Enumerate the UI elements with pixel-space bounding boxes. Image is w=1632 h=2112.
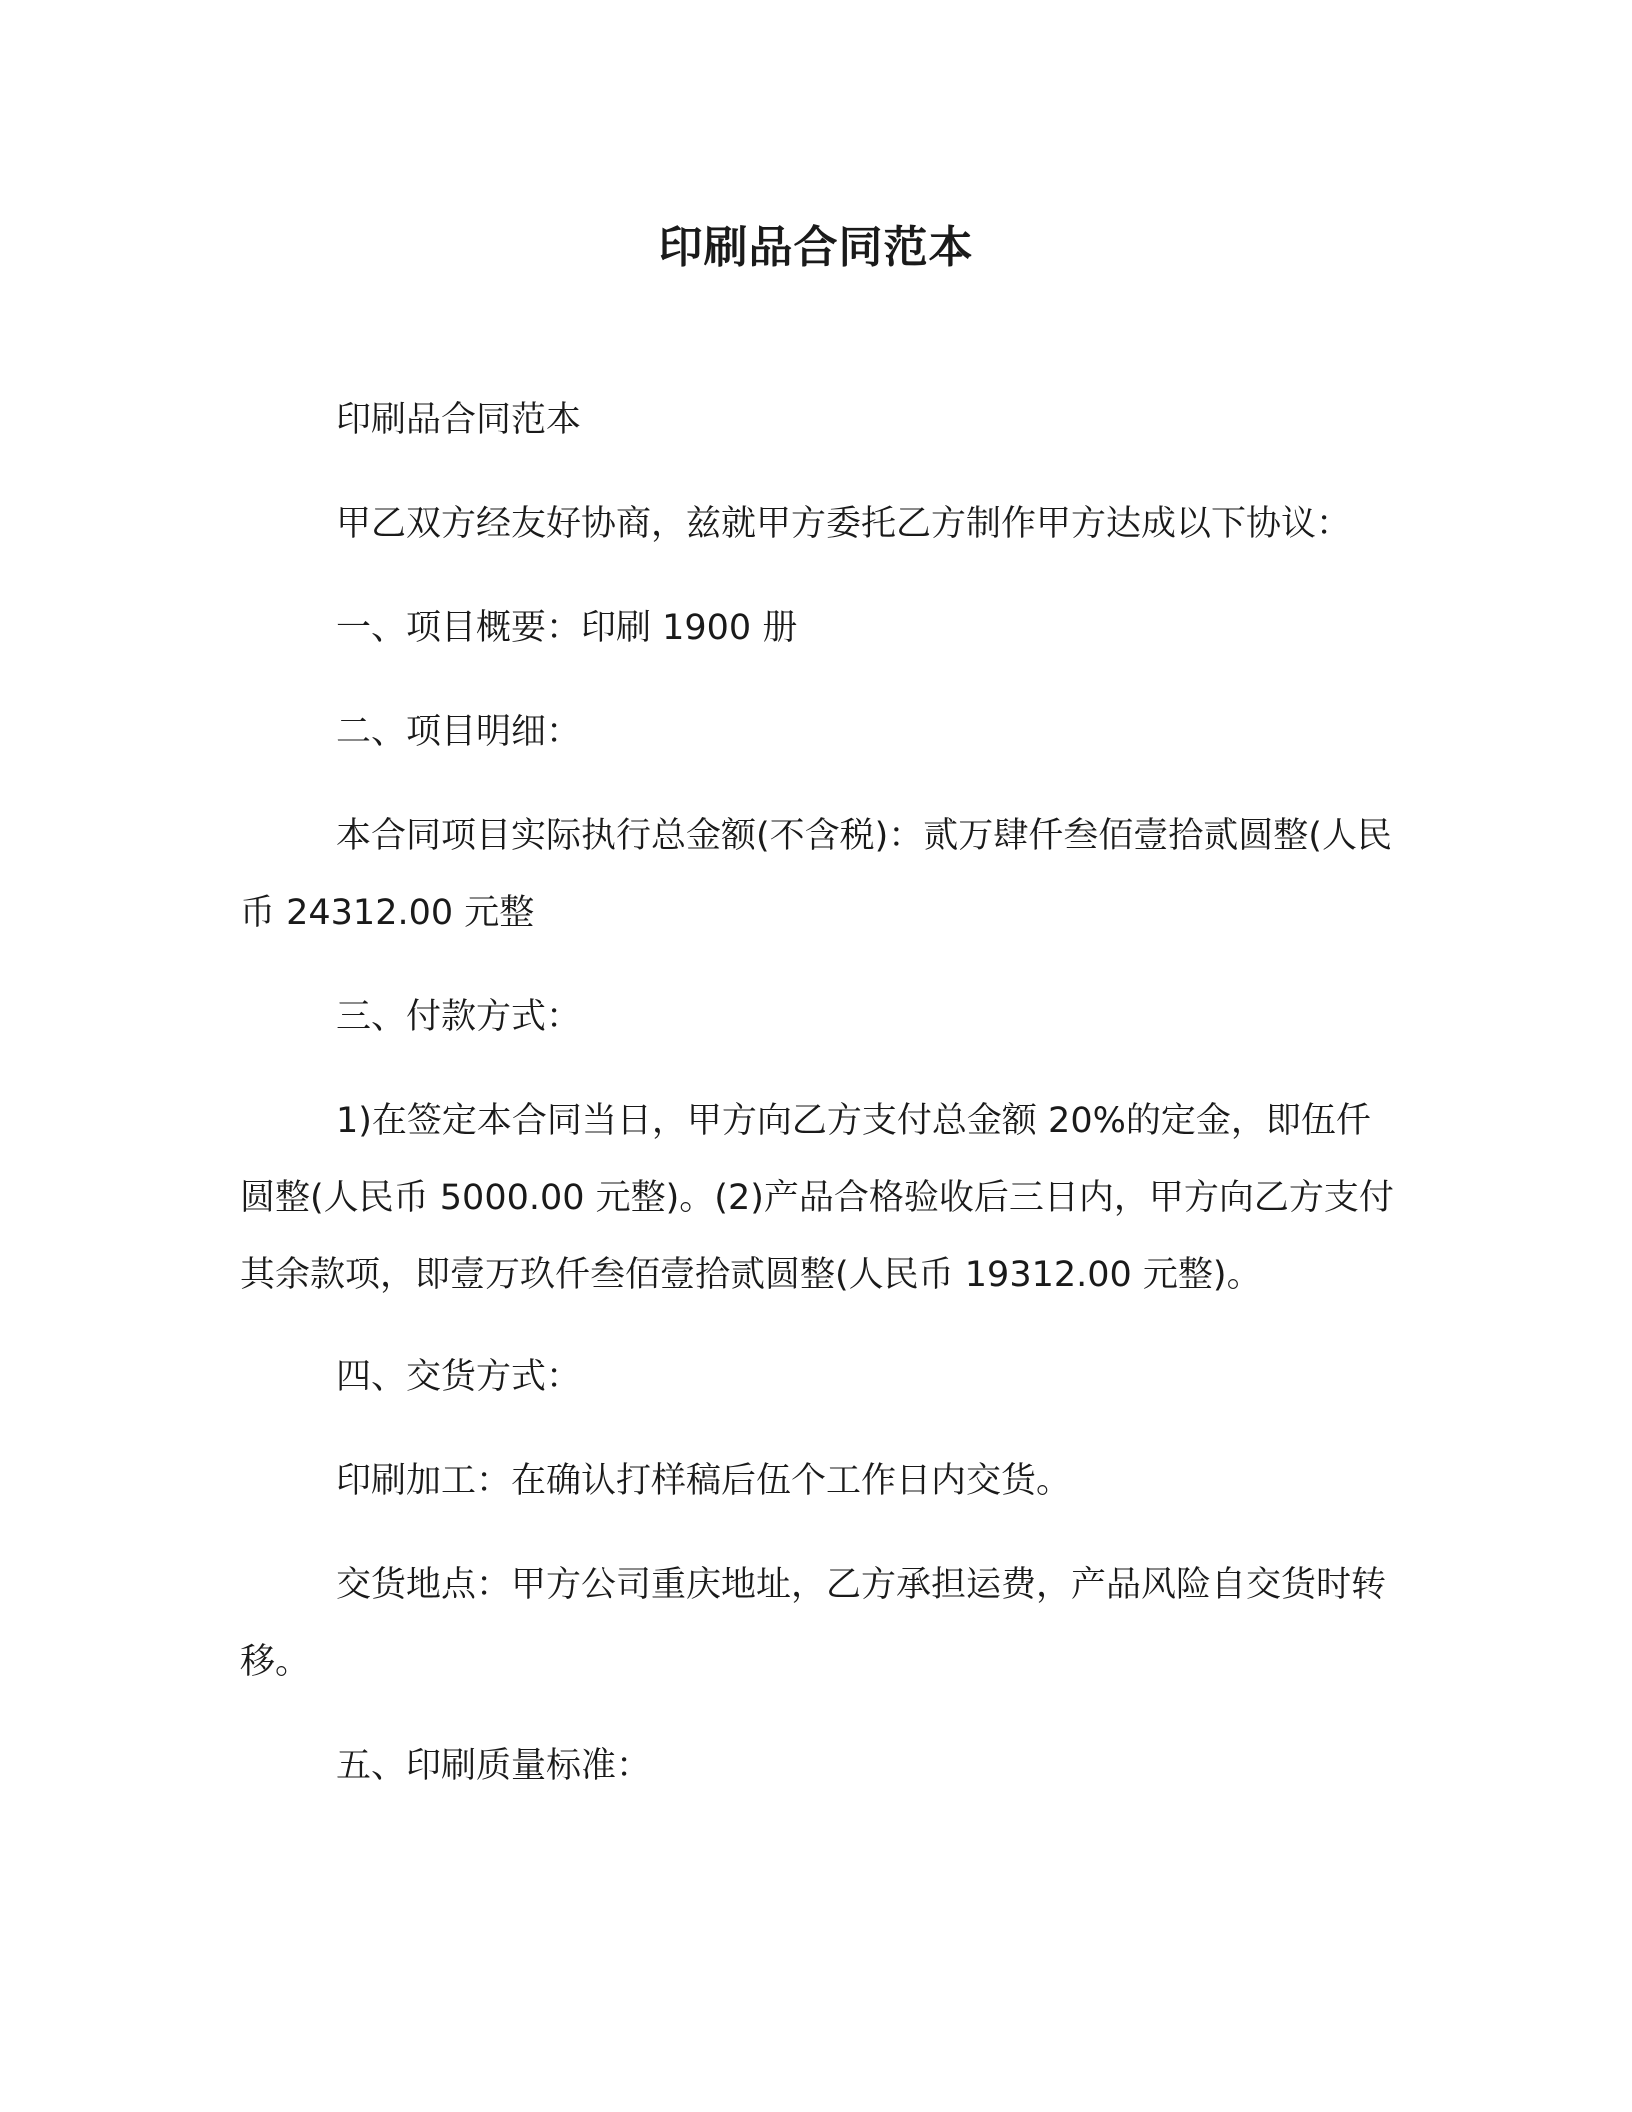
paragraph-printing-delivery: 印刷加工：在确认打样稿后伍个工作日内交货。 [336, 1461, 1072, 1501]
paragraph-section-1: 一、项目概要：印刷 1900 册 [336, 608, 798, 648]
paragraph-delivery-location: 交货地点：甲方公司重庆地址，乙方承担运费，产品风险自交货时转移。 [240, 1565, 1387, 1682]
paragraph-section-4: 四、交货方式： [336, 1357, 582, 1397]
paragraph-section-3: 三、付款方式： [336, 997, 582, 1037]
paragraph-subtitle: 印刷品合同范本 [336, 400, 582, 440]
paragraph-payment-terms: 1)在签定本合同当日，甲方向乙方支付总金额 20%的定金，即伍仟圆整(人民币 5000.00 元整)。(2)产品合格验收后三日内，甲方向乙方支付其余款项，即壹万玖仟叁佰壹拾贰圆整(人民币 19312.00 元整)。 [240, 1101, 1394, 1295]
paragraph-total-amount: 本合同项目实际执行总金额(不含税)：贰万肆仟叁佰壹拾贰圆整(人民币 24312.00 元整 [240, 816, 1392, 933]
document-title: 印刷品合同范本 [658, 222, 974, 273]
paragraph-intro: 甲乙双方经友好协商，兹就甲方委托乙方制作甲方达成以下协议： [336, 504, 1352, 544]
paragraph-section-2: 二、项目明细： [336, 712, 582, 752]
paragraph-section-5: 五、印刷质量标准： [336, 1746, 652, 1786]
